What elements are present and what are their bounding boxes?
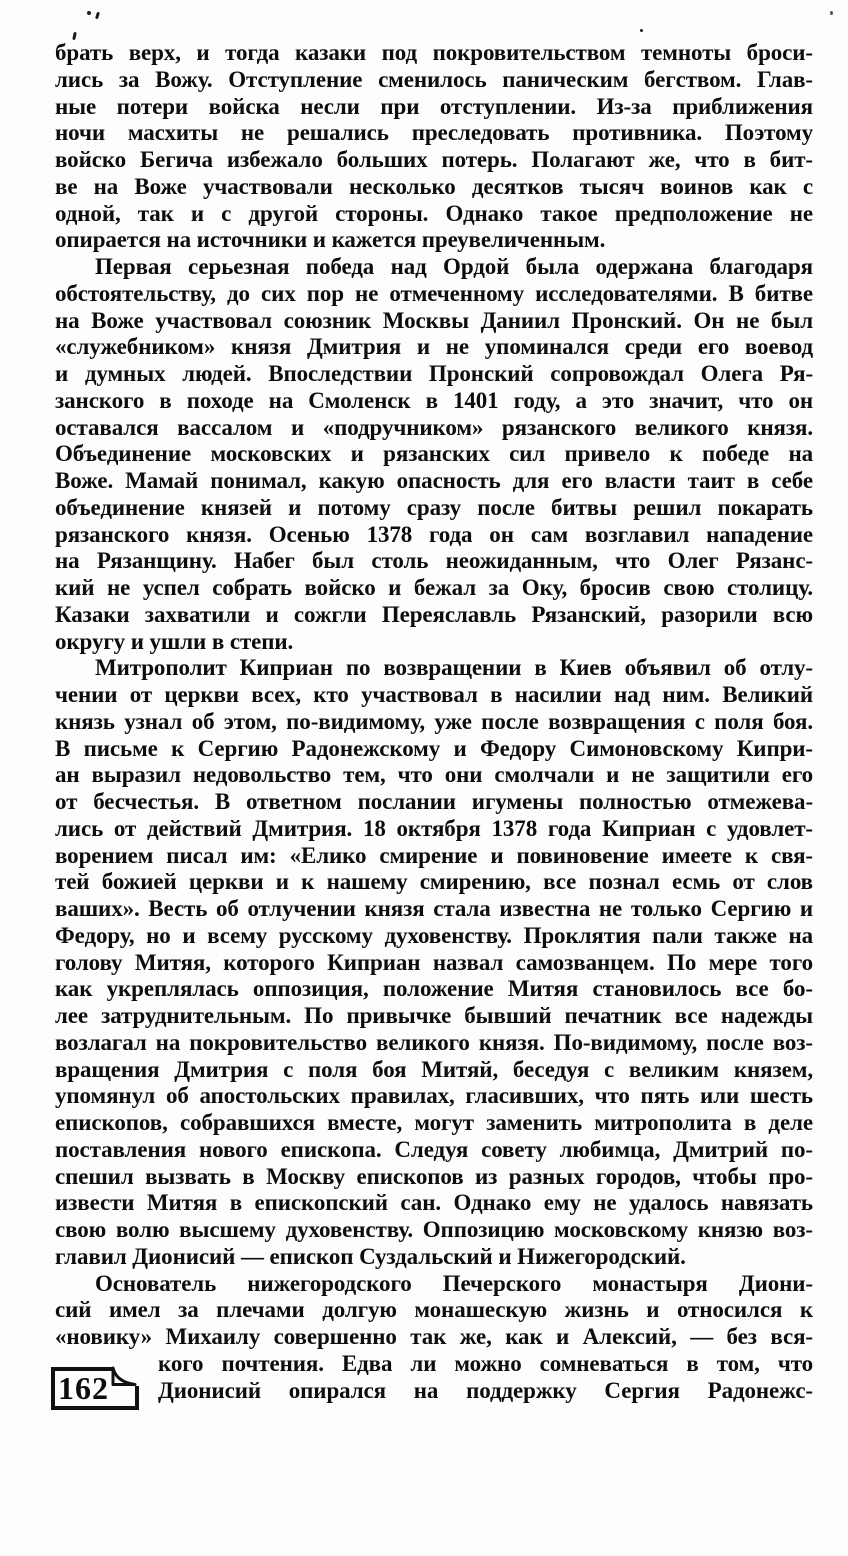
text-line: Основатель нижегородского Печерского монастыря Диони-	[95, 1270, 813, 1296]
text-line: голову Митяя, которого Киприан назвал самозванцем. По мере того	[55, 949, 813, 975]
paragraph	[55, 254, 813, 655]
scan-speck	[640, 29, 643, 32]
text-line: ваших». Весть об отлучении князя стала известна не только Сергию и	[55, 896, 813, 921]
text-line: поставления нового епископа. Следуя совету любимца, Дмитрий по-	[55, 1136, 813, 1162]
text-line: «новику» Михаилу совершенно так же, как и Алексий, — без вся-	[55, 1324, 813, 1349]
text-line: обстоятельству, до сих пор не отмеченному исследователями. В битве	[55, 280, 813, 306]
scan-speck	[87, 11, 91, 15]
text-line: занского в походе на Смоленск в 1401 году, а это значит, что он	[55, 387, 813, 413]
text-line: Воже. Мамай понимал, какую опасность для его власти таит в себе	[55, 468, 813, 493]
text-line: кого почтения. Едва ли можно сомневаться в том, что	[158, 1350, 813, 1376]
text-line: на Рязанщину. Набег был столь неожиданным, что Олег Рязанс-	[55, 548, 813, 574]
paragraph	[55, 1271, 813, 1405]
text-line: оставался вассалом и «подручником» рязанского великого князя.	[55, 414, 813, 440]
page-number: 162	[58, 1370, 109, 1406]
text-line: «служебником» князя Дмитрия и не упоминался среди его воевод	[55, 334, 813, 360]
text-line: Федору, но и всему русскому духовенству. Проклятия пали также на	[55, 922, 813, 948]
page-number-badge	[47, 1364, 143, 1414]
text-line: извести Митяя в епископский сан. Однако ему не удалось навязать	[55, 1190, 813, 1216]
text-line: лее затруднительным. По привычке бывший печатник все надежды	[55, 1003, 813, 1028]
text-line: рязанского князя. Осенью 1378 года он сам возглавил нападение	[55, 521, 813, 547]
scan-speck	[830, 11, 833, 15]
text-line: Объединение московских и рязанских сил привело к победе на	[55, 441, 813, 467]
text-line: главил Дионисий — епископ Суздальский и Нижегородский.	[55, 1243, 686, 1269]
text-line: как укреплялась оппозиция, положение Митяя становилось все бо-	[55, 976, 813, 1002]
scan-speck	[95, 12, 100, 20]
text-line: лись от действий Дмитрия. 18 октября 1378 года Киприан с удовлет-	[55, 815, 813, 841]
text-line: войско Бегича избежало больших потерь. Полагают же, что в бит-	[55, 147, 813, 172]
text-line: В письме к Сергию Радонежскому и Федору Симоновскому Кипри-	[55, 735, 813, 761]
text-line: ве на Воже участвовали несколько десятков тысяч воинов как с	[55, 173, 813, 199]
text-line: Первая серьезная победа над Ордой была одержана благодаря	[95, 254, 813, 279]
text-line: Митрополит Киприан по возвращении в Киев объявил об отлу-	[95, 655, 813, 681]
text-line: свою волю высшему духовенству. Оппозицию московскому князю воз-	[55, 1217, 813, 1242]
text-line: князь узнал об этом, по-видимому, уже после возвращения с поля боя.	[55, 708, 813, 734]
text-line: на Воже участвовал союзник Москвы Даниил Пронский. Он не был	[55, 307, 813, 333]
text-line: брать верх, и тогда казаки под покровительством темноты броси-	[55, 40, 813, 65]
text-line: лись за Вожу. Отступление сменилось паническим бегством. Глав-	[55, 66, 813, 92]
text-line: округу и ушли в степи.	[55, 628, 294, 654]
text-line: ные потери войска несли при отступлении. Из-за приближения	[55, 93, 813, 119]
text-line: кий не успел собрать войско и бежал за Оку, бросив свою столицу.	[55, 575, 813, 600]
text-line: и думных людей. Впоследствии Пронский сопровождал Олега Ря-	[55, 361, 813, 386]
text-line: опирается на источники и кажется преувеличенным.	[55, 227, 606, 253]
text-line: возлагал на покровительство великого князя. По-видимому, после воз-	[55, 1029, 813, 1055]
paragraph	[55, 655, 813, 1270]
text-line: Казаки захватили и сожгли Переяславль Рязанский, разорили всю	[55, 601, 813, 627]
text-line: Дионисий опирался на поддержку Сергия Радонежс-	[158, 1377, 813, 1403]
text-line: одной, так и с другой стороны. Однако такое предположение не	[55, 200, 813, 226]
text-line: объединение князей и потому сразу после битвы решил покарать	[55, 494, 813, 520]
text-line: упомянул об апостольских правилах, гласивших, что пять или шесть	[55, 1083, 813, 1109]
text-line: ночи масхиты не решались преследовать противника. Поэтому	[55, 120, 813, 146]
paragraph	[55, 40, 813, 254]
text-block	[55, 40, 813, 1404]
text-line: тей божией церкви и к нашему смирению, все познал есмь от слов	[55, 869, 813, 895]
text-line: сий имел за плечами долгую монашескую жизнь и относился к	[55, 1297, 813, 1323]
text-line: чении от церкви всех, кто участвовал в насилии над ним. Великий	[55, 682, 813, 707]
text-line: епископов, собравшихся вместе, могут заменить митрополита в деле	[55, 1110, 813, 1135]
text-line: спешил вызвать в Москву епископов из разных городов, чтобы про-	[55, 1163, 813, 1189]
text-line: ан выразил недовольство тем, что они смолчали и не защитили его	[55, 762, 813, 788]
text-line: вращения Дмитрия с поля боя Митяй, беседуя с великим князем,	[55, 1056, 813, 1082]
text-line: от бесчестья. В ответном послании игумены полностью отмежева-	[55, 789, 813, 814]
scan-speck	[72, 32, 77, 40]
text-line: ворением писал им: «Елико смирение и повиновение имеете к свя-	[55, 842, 813, 868]
